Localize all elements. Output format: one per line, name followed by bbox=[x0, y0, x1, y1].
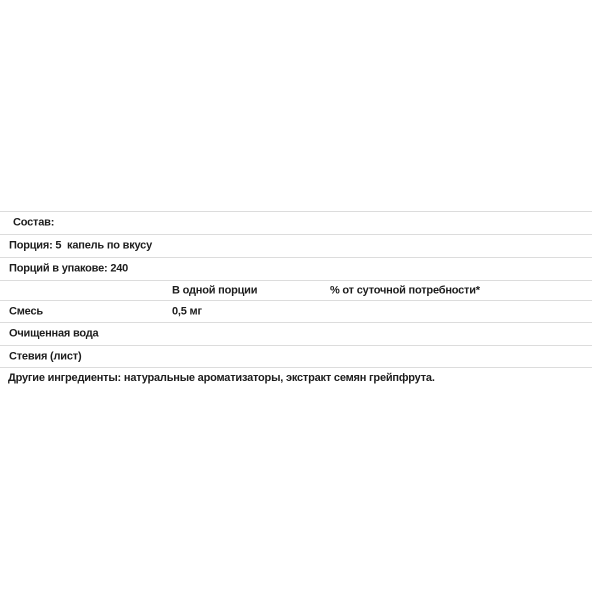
ingredient-name: Стевия (лист) bbox=[9, 350, 82, 362]
ingredient-row bbox=[0, 300, 592, 322]
serving-size-label: Порция: 5 капель по вкусу bbox=[9, 239, 152, 252]
ingredient-name: Смесь bbox=[9, 305, 43, 317]
ingredient-amount: 0,5 мг bbox=[172, 305, 202, 317]
column-header-row bbox=[0, 280, 592, 300]
other-ingredients-note: Другие ингредиенты: натуральные ароматизаторы, экстракт семян грейпфрута. bbox=[8, 372, 435, 384]
ingredient-name: Очищенная вода bbox=[9, 327, 99, 340]
serving-size-row bbox=[0, 234, 592, 257]
servings-per-container-row bbox=[0, 257, 592, 280]
ingredient-row bbox=[0, 345, 592, 367]
composition-label: Состав: bbox=[13, 216, 55, 229]
ingredient-row bbox=[0, 322, 592, 345]
supplement-facts-table bbox=[0, 211, 592, 368]
servings-per-container-label: Порций в упакове: 240 bbox=[9, 262, 129, 275]
composition-row bbox=[0, 211, 592, 234]
column-header-amount-per-serving: В одной порции bbox=[172, 284, 258, 296]
column-header-daily-value: % от суточной потребности* bbox=[330, 284, 480, 296]
